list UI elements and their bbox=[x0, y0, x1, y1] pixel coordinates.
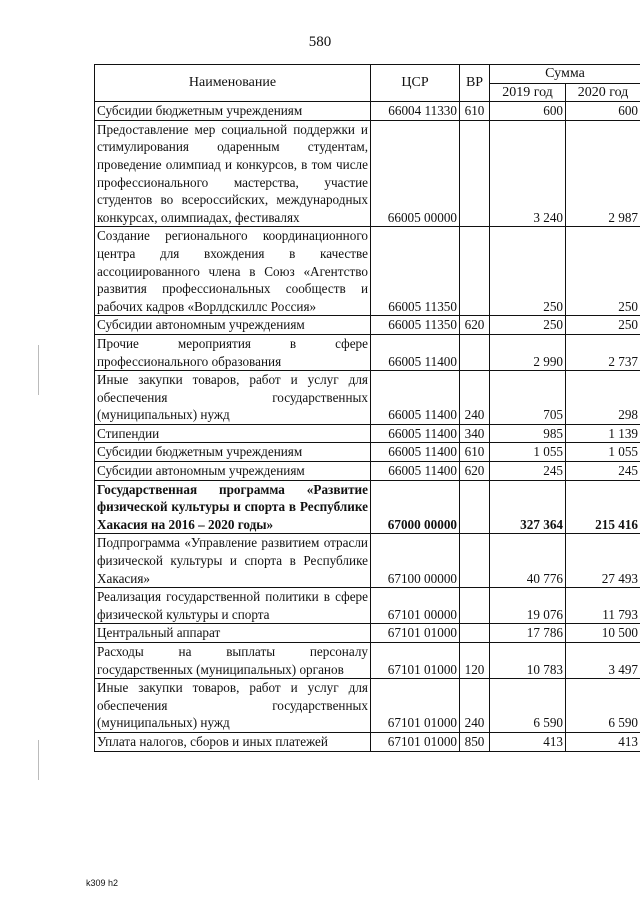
row-csr: 66005 11400 bbox=[371, 443, 460, 462]
row-vr bbox=[460, 480, 490, 534]
row-amount-2020: 2 987 bbox=[566, 120, 640, 227]
row-amount-2019: 250 bbox=[490, 316, 566, 335]
row-name: Уплата налогов, сборов и иных платежей bbox=[95, 732, 371, 751]
page-number: 580 bbox=[308, 34, 332, 50]
row-amount-2020: 215 416 bbox=[566, 480, 640, 534]
row-vr bbox=[460, 120, 490, 227]
row-csr: 66005 11350 bbox=[371, 227, 460, 316]
header-vr: ВР bbox=[460, 65, 490, 102]
row-amount-2020: 1 139 bbox=[566, 424, 640, 443]
footer-code: k309 h2 bbox=[86, 878, 119, 888]
row-csr: 66005 00000 bbox=[371, 120, 460, 227]
row-amount-2020: 245 bbox=[566, 462, 640, 481]
row-amount-2020: 27 493 bbox=[566, 534, 640, 588]
row-vr: 620 bbox=[460, 462, 490, 481]
row-csr: 67101 01000 bbox=[371, 624, 460, 643]
table-body bbox=[95, 102, 640, 751]
row-vr: 850 bbox=[460, 732, 490, 751]
row-vr bbox=[460, 534, 490, 588]
row-csr: 66005 11400 bbox=[371, 334, 460, 370]
budget-table bbox=[94, 64, 640, 752]
table-row bbox=[95, 316, 640, 335]
row-csr: 66005 11400 bbox=[371, 424, 460, 443]
row-name: Субсидии автономным учреждениям bbox=[95, 316, 371, 335]
row-csr: 66005 11350 bbox=[371, 316, 460, 335]
row-amount-2019: 6 590 bbox=[490, 679, 566, 733]
row-vr bbox=[460, 588, 490, 624]
table-row bbox=[95, 371, 640, 425]
row-vr: 610 bbox=[460, 443, 490, 462]
row-vr bbox=[460, 334, 490, 370]
table-row bbox=[95, 534, 640, 588]
row-amount-2019: 985 bbox=[490, 424, 566, 443]
table-row bbox=[95, 624, 640, 643]
row-name: Реализация государственной политики в сфере физической культуры и спорта bbox=[95, 588, 371, 624]
row-vr bbox=[460, 227, 490, 316]
row-csr: 66005 11400 bbox=[371, 371, 460, 425]
row-name: Создание регионального координационного центра для вхождения в качестве ассоциированного члена в Союз «Агентство развития профессиональных сообществ и рабочих кадров «Ворлдскиллс Россия» bbox=[95, 227, 371, 316]
row-csr: 66005 11400 bbox=[371, 462, 460, 481]
row-amount-2019: 40 776 bbox=[490, 534, 566, 588]
table-row bbox=[95, 120, 640, 227]
row-amount-2019: 2 990 bbox=[490, 334, 566, 370]
row-amount-2020: 6 590 bbox=[566, 679, 640, 733]
row-amount-2019: 600 bbox=[490, 102, 566, 121]
row-csr: 67100 00000 bbox=[371, 534, 460, 588]
table-row bbox=[95, 480, 640, 534]
row-vr bbox=[460, 624, 490, 643]
row-name: Предоставление мер социальной поддержки и стимулирования одаренным студентам, проведение олимпиад и конкурсов, в том числе профессионального мастерства, участие студентов во всероссийских, международных конкурсах, олимпиадах, фестивалях bbox=[95, 120, 371, 227]
row-csr: 67000 00000 bbox=[371, 480, 460, 534]
table-row bbox=[95, 443, 640, 462]
row-amount-2019: 19 076 bbox=[490, 588, 566, 624]
header-year-2019: 2019 год bbox=[490, 83, 566, 102]
row-amount-2020: 298 bbox=[566, 371, 640, 425]
table-row bbox=[95, 732, 640, 751]
row-csr: 67101 01000 bbox=[371, 732, 460, 751]
row-amount-2019: 413 bbox=[490, 732, 566, 751]
row-amount-2020: 11 793 bbox=[566, 588, 640, 624]
row-amount-2019: 1 055 bbox=[490, 443, 566, 462]
scan-artifact bbox=[38, 345, 39, 395]
header-name: Наименование bbox=[95, 65, 371, 102]
header-year-2020: 2020 год bbox=[566, 83, 640, 102]
row-name: Иные закупки товаров, работ и услуг для обеспечения государственных (муниципальных) нужд bbox=[95, 679, 371, 733]
table-row bbox=[95, 227, 640, 316]
row-amount-2019: 250 bbox=[490, 227, 566, 316]
row-name: Расходы на выплаты персоналу государственных (муниципальных) органов bbox=[95, 643, 371, 679]
row-amount-2020: 600 bbox=[566, 102, 640, 121]
row-amount-2019: 3 240 bbox=[490, 120, 566, 227]
row-vr: 620 bbox=[460, 316, 490, 335]
table-row bbox=[95, 102, 640, 121]
row-amount-2019: 10 783 bbox=[490, 643, 566, 679]
row-vr: 240 bbox=[460, 371, 490, 425]
row-name: Прочие мероприятия в сфере профессионального образования bbox=[95, 334, 371, 370]
row-amount-2020: 3 497 bbox=[566, 643, 640, 679]
row-name: Государственная программа «Развитие физической культуры и спорта в Республике Хакасия на 2016 – 2020 годы» bbox=[95, 480, 371, 534]
scan-artifact bbox=[38, 740, 39, 780]
row-amount-2020: 1 055 bbox=[566, 443, 640, 462]
row-vr: 610 bbox=[460, 102, 490, 121]
row-name: Субсидии бюджетным учреждениям bbox=[95, 443, 371, 462]
row-amount-2019: 327 364 bbox=[490, 480, 566, 534]
table-row bbox=[95, 643, 640, 679]
row-amount-2019: 17 786 bbox=[490, 624, 566, 643]
row-name: Стипендии bbox=[95, 424, 371, 443]
row-amount-2020: 250 bbox=[566, 316, 640, 335]
table-row bbox=[95, 462, 640, 481]
row-vr: 240 bbox=[460, 679, 490, 733]
header-csr: ЦСР bbox=[371, 65, 460, 102]
row-vr: 340 bbox=[460, 424, 490, 443]
row-vr: 120 bbox=[460, 643, 490, 679]
table-row bbox=[95, 588, 640, 624]
row-amount-2020: 2 737 bbox=[566, 334, 640, 370]
row-csr: 67101 01000 bbox=[371, 679, 460, 733]
row-amount-2019: 705 bbox=[490, 371, 566, 425]
row-amount-2020: 250 bbox=[566, 227, 640, 316]
row-csr: 67101 00000 bbox=[371, 588, 460, 624]
table-row bbox=[95, 334, 640, 370]
row-amount-2020: 413 bbox=[566, 732, 640, 751]
table-row bbox=[95, 679, 640, 733]
row-csr: 66004 11330 bbox=[371, 102, 460, 121]
row-name: Субсидии бюджетным учреждениям bbox=[95, 102, 371, 121]
row-amount-2019: 245 bbox=[490, 462, 566, 481]
row-name: Иные закупки товаров, работ и услуг для обеспечения государственных (муниципальных) нужд bbox=[95, 371, 371, 425]
row-name: Центральный аппарат bbox=[95, 624, 371, 643]
row-name: Субсидии автономным учреждениям bbox=[95, 462, 371, 481]
row-amount-2020: 10 500 bbox=[566, 624, 640, 643]
row-name: Подпрограмма «Управление развитием отрасли физической культуры и спорта в Республике Хакасия» bbox=[95, 534, 371, 588]
table-row bbox=[95, 424, 640, 443]
header-sum: Сумма bbox=[490, 65, 640, 84]
row-csr: 67101 01000 bbox=[371, 643, 460, 679]
